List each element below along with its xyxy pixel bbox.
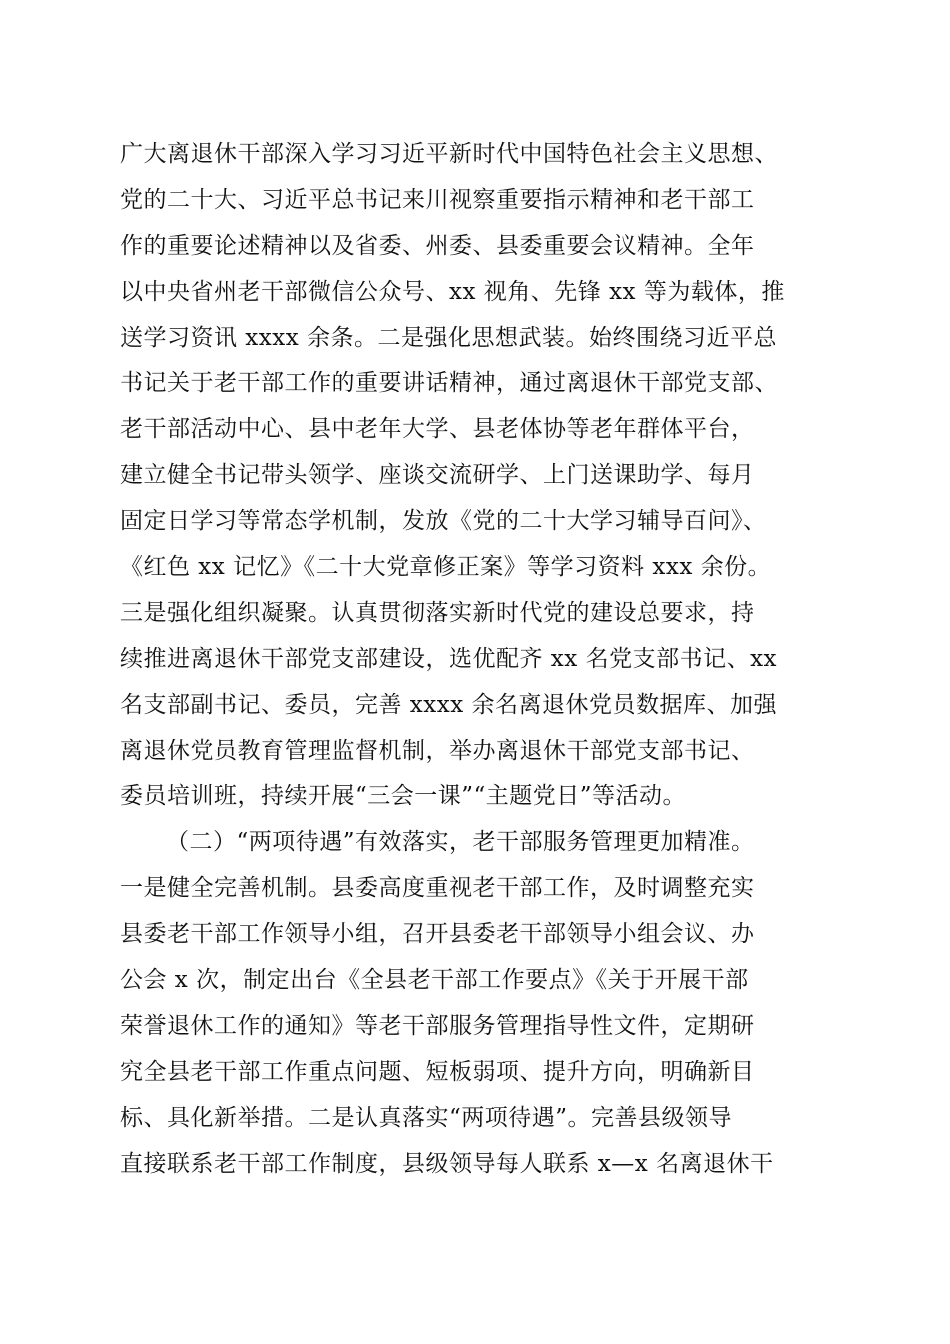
text-line: 一是健全完善机制。县委高度重视老干部工作，及时调整充实 bbox=[120, 875, 755, 902]
text-line: 《红色 xx 记忆》《二十大党章修正案》等学习资料 xxx 余份。 bbox=[120, 554, 772, 581]
text-line: 书记关于老干部工作的重要讲话精神，通过离退休干部党支部、 bbox=[120, 370, 778, 397]
text-line: 固定日学习等常态学机制，发放《党的二十大学习辅导百问》、 bbox=[120, 508, 767, 535]
text-line: 委员培训班，持续开展“三会一课”“主题党日”等活动。 bbox=[120, 783, 687, 810]
body-text bbox=[120, 132, 840, 1187]
section-heading: （二）“两项待遇”有效落实，老干部服务管理更加精准。 bbox=[166, 829, 755, 856]
text-line: 究全县老干部工作重点问题、短板弱项、提升方向，明确新目 bbox=[120, 1058, 755, 1085]
text-line: 党的二十大、习近平总书记来川视察重要指示精神和老干部工 bbox=[120, 186, 755, 213]
text-line: 标、具化新举措。二是认真落实“两项待遇”。完善县级领导 bbox=[120, 1104, 733, 1131]
text-line: 以中央省州老干部微信公众号、xx 视角、先锋 xx 等为载体，推 bbox=[120, 278, 785, 305]
text-line: 荣誉退休工作的通知》等老干部服务管理指导性文件，定期研 bbox=[120, 1012, 755, 1039]
text-line: 公会 x 次，制定出台《全县老干部工作要点》《关于开展干部 bbox=[120, 967, 749, 994]
text-line: 老干部活动中心、县中老年大学、县老体协等老年群体平台， bbox=[120, 416, 755, 443]
text-line: 名支部副书记、委员，完善 xxxx 余名离退休党员数据库、加强 bbox=[120, 691, 778, 718]
text-line: 作的重要论述精神以及省委、州委、县委重要会议精神。全年 bbox=[120, 232, 755, 259]
text-line: 广大离退休干部深入学习习近平新时代中国特色社会主义思想、 bbox=[120, 141, 778, 167]
text-line: 送学习资讯 xxxx 余条。二是强化思想武装。始终围绕习近平总 bbox=[120, 324, 778, 351]
text-line: 建立健全书记带头领学、座谈交流研学、上门送课助学、每月 bbox=[120, 462, 755, 489]
text-line: 直接联系老干部工作制度，县级领导每人联系 x—x 名离退休干 bbox=[120, 1150, 774, 1177]
text-line: 三是强化组织凝聚。认真贯彻落实新时代党的建设总要求，持 bbox=[120, 599, 755, 626]
text-line: 县委老干部工作领导小组，召开县委老干部领导小组会议、办 bbox=[120, 921, 755, 948]
text-line: 续推进离退休干部党支部建设，选优配齐 xx 名党支部书记、xx bbox=[120, 645, 778, 672]
text-line: 离退休党员教育管理监督机制，举办离退休干部党支部书记、 bbox=[120, 737, 755, 764]
